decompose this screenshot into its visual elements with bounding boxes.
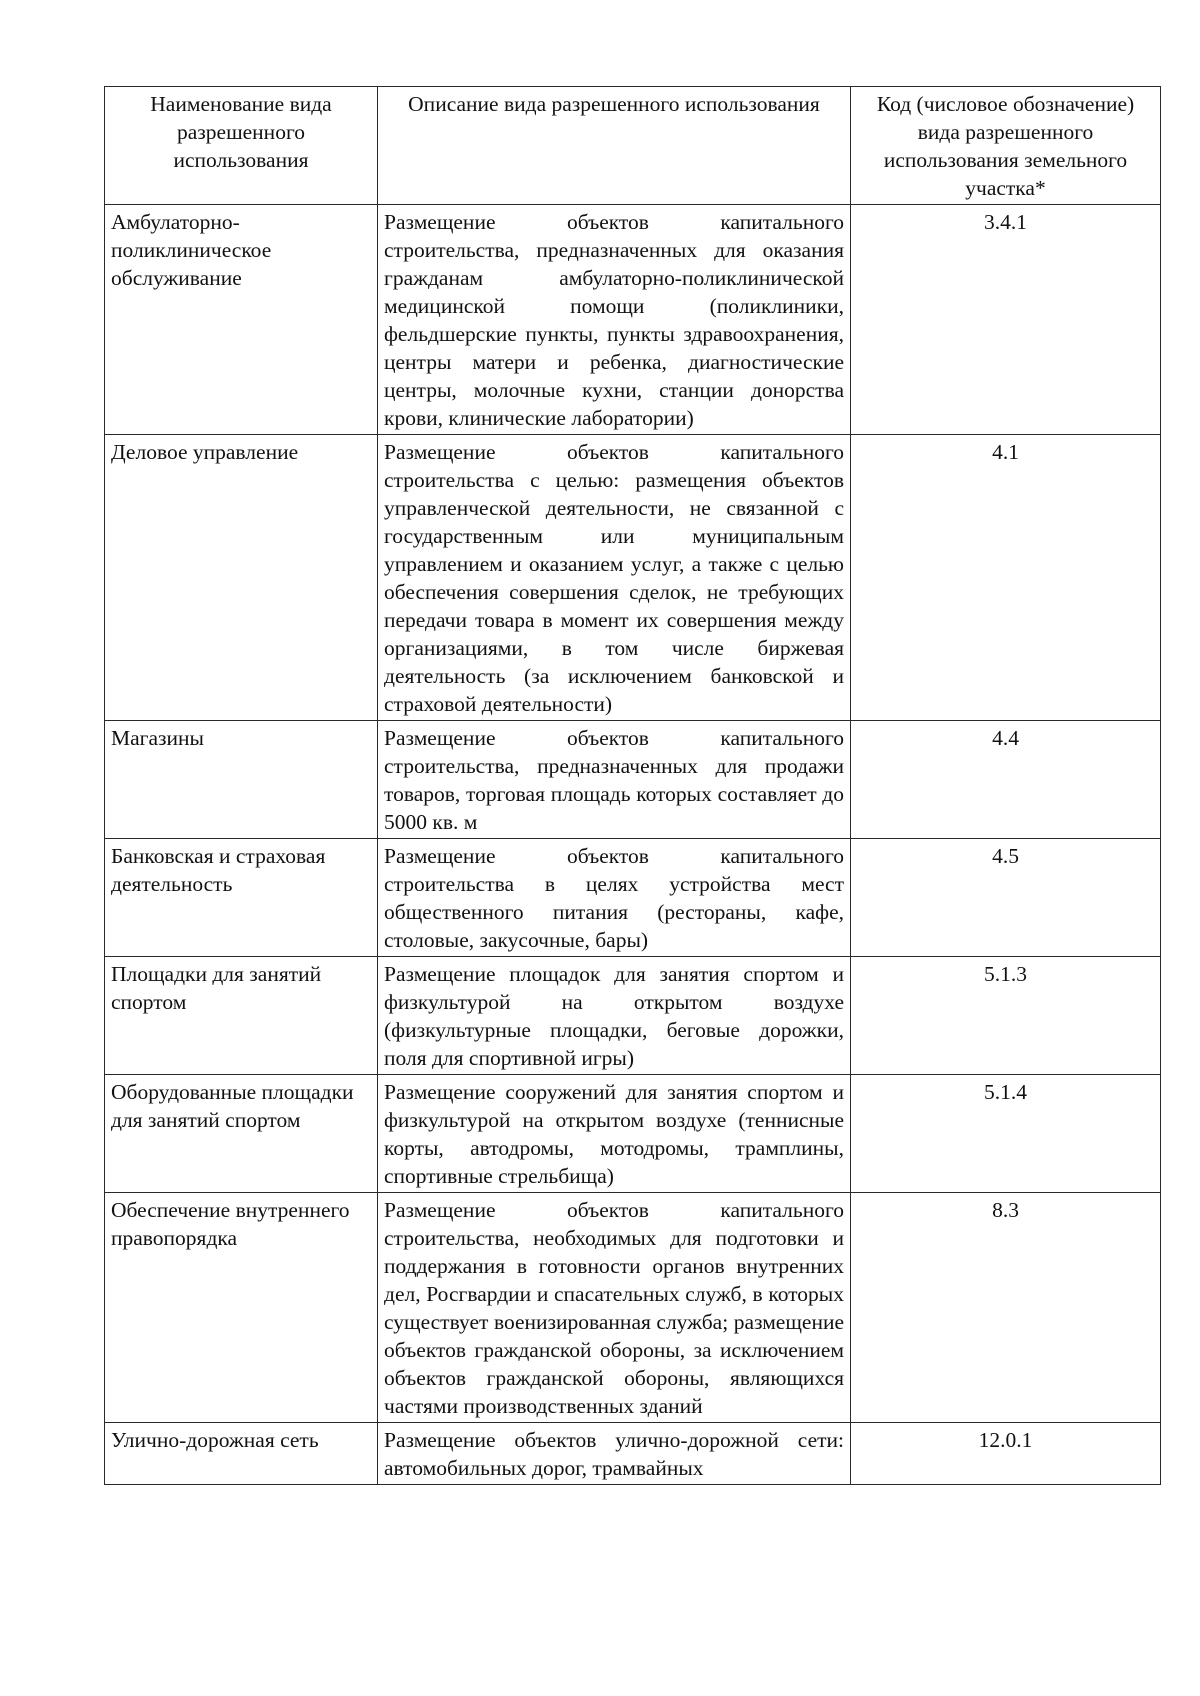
use-code-cell: 4.4 <box>851 721 1161 839</box>
use-code-cell: 4.1 <box>851 435 1161 721</box>
use-name-cell: Оборудованные площадки для занятий спортом <box>105 1075 378 1193</box>
table-header-row <box>105 87 1161 205</box>
header-description: Описание вида разрешенного использования <box>378 87 851 205</box>
use-name-cell: Площадки для занятий спортом <box>105 957 378 1075</box>
use-code-cell: 5.1.3 <box>851 957 1161 1075</box>
header-code: Код (числовое обозначение) вида разрешенного использования земельного участка* <box>851 87 1161 205</box>
header-name: Наименование вида разрешенного использования <box>105 87 378 205</box>
use-name-cell: Деловое управление <box>105 435 378 721</box>
table-row <box>105 839 1161 957</box>
table-row <box>105 1423 1161 1485</box>
use-description-cell: Размещение объектов улично-дорожной сети: автомобильных дорог, трамвайных <box>378 1423 851 1485</box>
use-name-cell: Банковская и страховая деятельность <box>105 839 378 957</box>
use-code-cell: 4.5 <box>851 839 1161 957</box>
use-description-cell: Размещение объектов капитального строительства с целью: размещения объектов управленческой деятельности, не связанной с государственным или муниципальным управлением и оказанием услуг, а также с целью обеспечения совершения сделок, не требующих передачи товара в момент их совершения между организациями, в том числе биржевая деятельность (за исключением банковской и страховой деятельности) <box>378 435 851 721</box>
table-row <box>105 721 1161 839</box>
use-description-cell: Размещение площадок для занятия спортом и физкультурой на открытом воздухе (физкультурные площадки, беговые дорожки, поля для спортивной игры) <box>378 957 851 1075</box>
use-description-cell: Размещение объектов капитального строительства, предназначенных для продажи товаров, торговая площадь которых составляет до 5000 кв. м <box>378 721 851 839</box>
use-description-cell: Размещение объектов капитального строительства, предназначенных для оказания гражданам амбулаторно-поликлинической медицинской помощи (поликлиники, фельдшерские пункты, пункты здравоохранения, центры матери и ребенка, диагностические центры, молочные кухни, станции донорства крови, клинические лаборатории) <box>378 205 851 435</box>
table-row <box>105 435 1161 721</box>
use-code-cell: 8.3 <box>851 1193 1161 1423</box>
table-row <box>105 1075 1161 1193</box>
use-name-cell: Улично-дорожная сеть <box>105 1423 378 1485</box>
use-name-cell: Обеспечение внутреннего правопорядка <box>105 1193 378 1423</box>
use-name-cell: Амбулаторно-поликлиническое обслуживание <box>105 205 378 435</box>
use-name-cell: Магазины <box>105 721 378 839</box>
use-code-cell: 5.1.4 <box>851 1075 1161 1193</box>
table-row <box>105 1193 1161 1423</box>
use-description-cell: Размещение объектов капитального строительства, необходимых для подготовки и поддержания в готовности органов внутренних дел, Росгвардии и спасательных служб, в которых существует военизированная служба; размещение объектов гражданской обороны, за исключением объектов гражданской обороны, являющихся частями производственных зданий <box>378 1193 851 1423</box>
use-description-cell: Размещение объектов капитального строительства в целях устройства мест общественного питания (рестораны, кафе, столовые, закусочные, бары) <box>378 839 851 957</box>
use-description-cell: Размещение сооружений для занятия спортом и физкультурой на открытом воздухе (теннисные корты, автодромы, мотодромы, трамплины, спортивные стрельбища) <box>378 1075 851 1193</box>
table-row <box>105 957 1161 1075</box>
use-code-cell: 12.0.1 <box>851 1423 1161 1485</box>
use-code-cell: 3.4.1 <box>851 205 1161 435</box>
table-row <box>105 205 1161 435</box>
permitted-use-table <box>104 86 1161 1485</box>
